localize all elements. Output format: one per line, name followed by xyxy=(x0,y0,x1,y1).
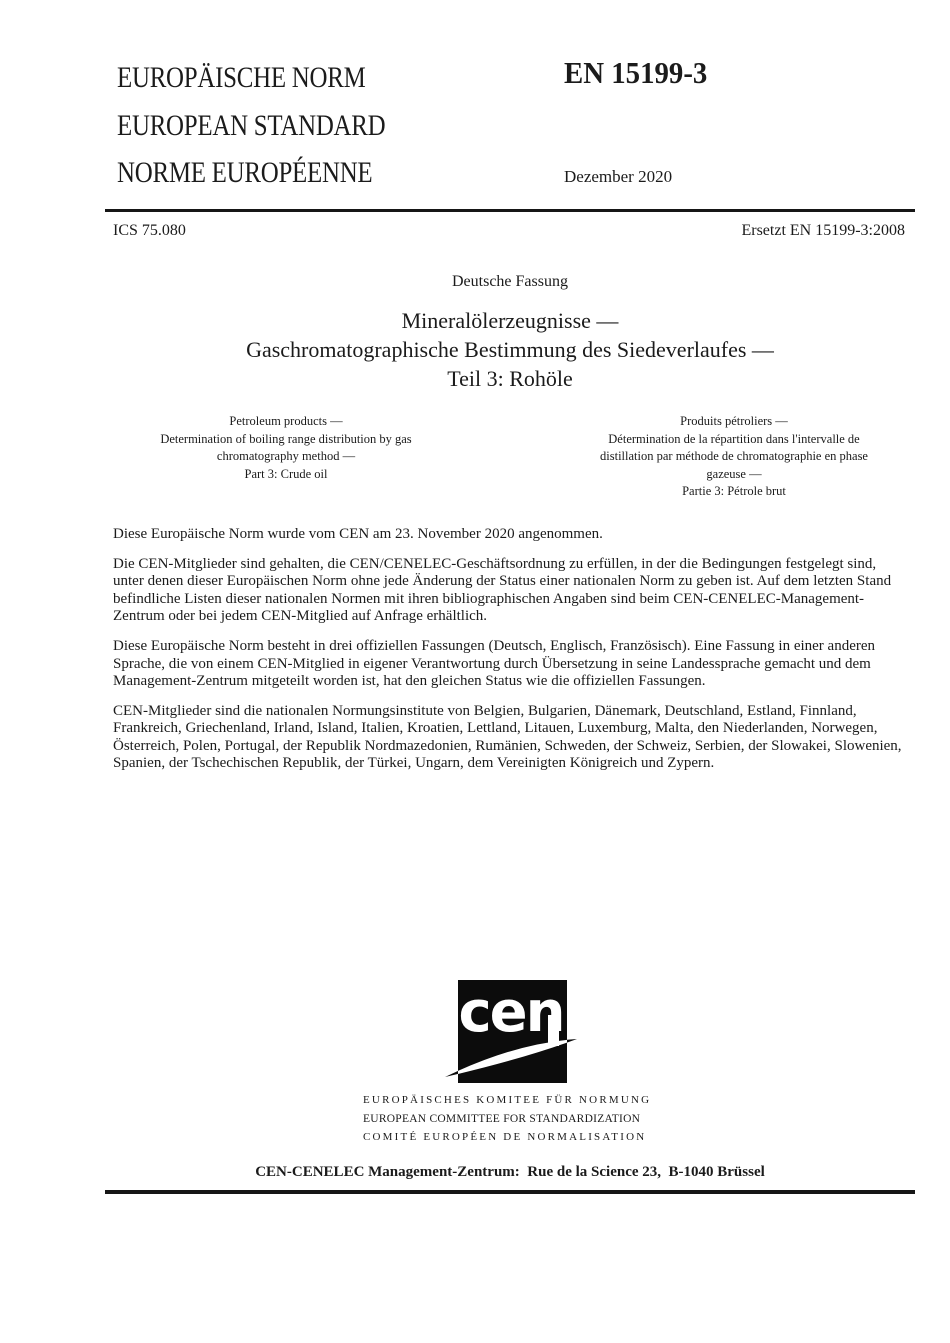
title-line: distillation par méthode de chromatographie en phase xyxy=(600,449,868,463)
masthead-title-fr: NORME EUROPÉENNE xyxy=(117,156,373,189)
title-line: Determination of boiling range distribution by gas xyxy=(160,431,412,446)
committee-name-fr: COMITÉ EUROPÉEN DE NORMALISATION xyxy=(363,1131,647,1143)
management-centre-address: CEN-CENELEC Management-Zentrum: Rue de la Science 23, B-1040 Brüssel xyxy=(255,1164,765,1180)
paragraph-members: CEN-Mitglieder sind die nationalen Normungsinstitute von Belgien, Bulgarien, Dänemark, Deutschland, Estland, Finnland, Frankreich, Griechenland, Irland, Island, Italien, Kroatien, Lettland, Litauen, Luxemburg, Malta, den Niederlanden, Norwegen, Österreich, Polen, Portugal, der Republik Nordmazedonien, Rumänien, Schweden, der Schweiz, Serbien, der Slowakei, Slowenien, Spanien, der Tschechischen Republik, der Türkei, Ungarn, dem Vereinigten Königreich und Zypern. xyxy=(113,703,902,772)
title-line: chromatography method — xyxy=(216,449,356,463)
paragraph-adoption: Diese Europäische Norm wurde vom CEN am 23. November 2020 angenommen. xyxy=(113,526,603,542)
translated-titles xyxy=(105,413,915,501)
ics-code: ICS 75.080 xyxy=(113,222,186,239)
header-divider xyxy=(105,209,915,212)
masthead-title-en: EUROPEAN STANDARD xyxy=(117,109,386,142)
supersedes-note: Ersetzt EN 15199-3:2008 xyxy=(741,222,905,239)
title-line: Partie 3: Pétrole brut xyxy=(682,484,786,498)
title-line: Produits pétroliers — xyxy=(680,414,788,428)
title-line: Part 3: Crude oil xyxy=(244,466,328,481)
document-title-french xyxy=(553,413,915,501)
title-line: Mineralölerzeugnisse — xyxy=(401,308,619,333)
standard-number: EN 15199-3 xyxy=(564,55,708,90)
title-line: Détermination de la répartition dans l'intervalle de xyxy=(608,431,860,446)
footer-divider xyxy=(105,1190,915,1194)
title-line: Teil 3: Rohöle xyxy=(447,366,573,391)
document-title-english xyxy=(105,413,467,501)
paragraph-versions: Diese Europäische Norm besteht in drei offiziellen Fassungen (Deutsch, Englisch, Französisch). Eine Fassung in einer anderen Sprache, die von einem CEN-Mitglied in eigener Verantwortung durch Übersetzung in seine Landessprache gemacht und dem Management-Zentrum mitgeteilt worden ist, hat den gleichen Status wie die offiziellen Fassungen. xyxy=(113,638,876,690)
committee-names xyxy=(363,1091,651,1147)
paragraph-regulations: Die CEN-Mitglieder sind gehalten, die CEN/CENELEC-Geschäftsordnung zu erfüllen, in der die Bedingungen festgelegt sind, unter denen dieser Europäischen Norm ohne jede Änderung der Status einer nationalen Norm zu geben ist. Auf dem letzten Stand befindliche Listen dieser nationalen Normen mit ihren bibliographischen Angaben sind beim CEN-CENELEC-Management-Zentrum oder bei jedem CEN-Mitglied auf Anfrage erhältlich. xyxy=(113,556,892,625)
cen-logo-text: cen xyxy=(458,980,564,1045)
document-title-german xyxy=(105,306,915,393)
language-version-note: Deutsche Fassung xyxy=(452,273,568,290)
publication-date: Dezember 2020 xyxy=(564,167,673,186)
title-line: Gaschromatographische Bestimmung des Siedeverlaufes — xyxy=(246,337,774,362)
title-line: Petroleum products — xyxy=(229,414,343,428)
foreword-text xyxy=(113,526,905,785)
cen-logo xyxy=(437,975,587,1090)
meta-row xyxy=(113,221,905,240)
title-line: gazeuse — xyxy=(706,466,762,481)
committee-name-de: EUROPÄISCHES KOMITEE FÜR NORMUNG xyxy=(363,1094,652,1106)
masthead-title-de: EUROPÄISCHE NORM xyxy=(117,61,366,94)
committee-name-en: EUROPEAN COMMITTEE FOR STANDARDIZATION xyxy=(363,1112,641,1125)
